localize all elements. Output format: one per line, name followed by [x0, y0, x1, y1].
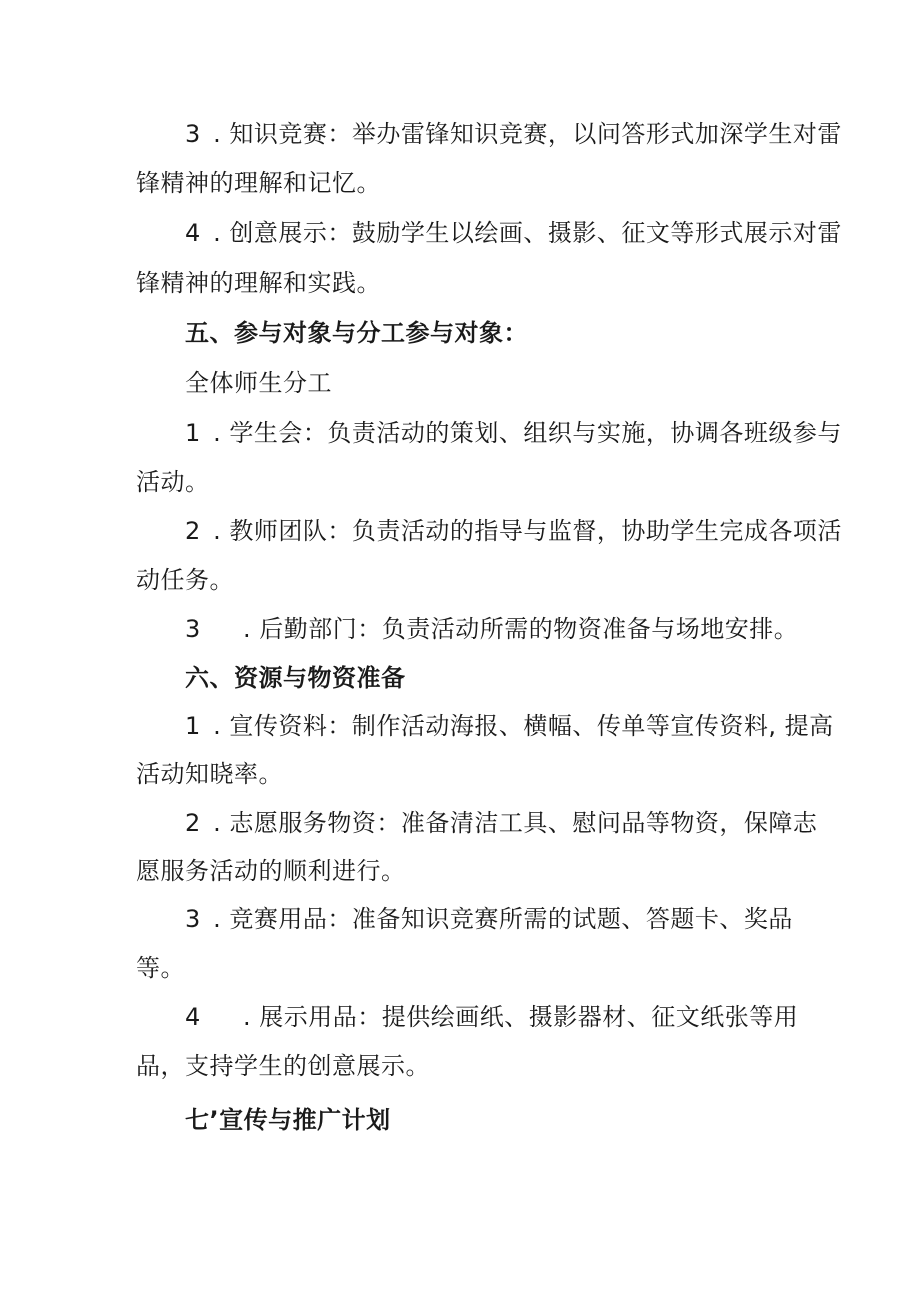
- item-number: 2: [185, 517, 201, 545]
- paragraph-line: [185, 418, 842, 448]
- item-text: . 教师团队：负责活动的指导与监督，协助学生完成各项活: [205, 517, 842, 545]
- paragraph-line: [136, 856, 406, 886]
- item-text-continued: 锋精神的理解和记忆。: [136, 169, 381, 197]
- section-heading: 七’宣传与推广计划: [185, 1106, 391, 1134]
- paragraph-line: [185, 711, 834, 741]
- item-text: . 学生会：负责活动的策划、组织与实施，协调各班级参与: [205, 419, 842, 447]
- paragraph-line: [136, 467, 210, 497]
- paragraph-line: [136, 168, 381, 198]
- paragraph-line: [185, 516, 842, 546]
- paragraph-line: [185, 1002, 798, 1032]
- item-number: 1: [185, 419, 201, 447]
- item-number: 3: [185, 615, 201, 643]
- item-text-continued: 动任务。: [136, 566, 234, 594]
- section-subtitle: 全体师生分工: [185, 369, 332, 397]
- item-text-continued: 活动。: [136, 468, 210, 496]
- item-text: . 竞赛用品：准备知识竞赛所需的试题、答题卡、奖品: [205, 905, 793, 933]
- item-text-continued: 活动知晓率。: [136, 760, 283, 788]
- paragraph-line: [136, 1051, 430, 1081]
- item-number: 3: [185, 120, 201, 148]
- item-text: . 宣传资料：制作活动海报、横幅、传单等宣传资料, 提高: [205, 712, 834, 740]
- paragraph-line: [185, 119, 842, 149]
- item-text: . 展示用品：提供绘画纸、摄影器材、征文纸张等用: [243, 1003, 799, 1031]
- paragraph-line: [185, 218, 842, 248]
- item-text-continued: 愿服务活动的顺利进行。: [136, 857, 406, 885]
- paragraph-line: [185, 614, 798, 644]
- paragraph-line: [136, 268, 381, 298]
- item-text: . 知识竞赛：举办雷锋知识竞赛，以问答形式加深学生对雷: [205, 120, 842, 148]
- paragraph-line: [136, 953, 185, 983]
- item-number: 3: [185, 905, 201, 933]
- item-number: 2: [185, 809, 201, 837]
- paragraph-line: [185, 808, 817, 838]
- paragraph-line: [185, 904, 793, 934]
- item-text-continued: 等。: [136, 954, 185, 982]
- section-heading: 六、资源与物资准备: [185, 664, 406, 692]
- item-text: . 志愿服务物资：准备清洁工具、慰问品等物资，保障志: [205, 809, 818, 837]
- item-text-continued: 品，支持学生的创意展示。: [136, 1052, 430, 1080]
- item-number: 1: [185, 712, 201, 740]
- paragraph-line: [136, 759, 283, 789]
- item-text-continued: 锋精神的理解和实践。: [136, 269, 381, 297]
- item-number: 4: [185, 1003, 201, 1031]
- section-heading: 五、参与对象与分工参与对象：: [185, 319, 528, 347]
- paragraph-line: [136, 565, 234, 595]
- item-number: 4: [185, 219, 201, 247]
- item-text: . 创意展示：鼓励学生以绘画、摄影、征文等形式展示对雷: [205, 219, 842, 247]
- item-text: . 后勤部门：负责活动所需的物资准备与场地安排。: [243, 615, 799, 643]
